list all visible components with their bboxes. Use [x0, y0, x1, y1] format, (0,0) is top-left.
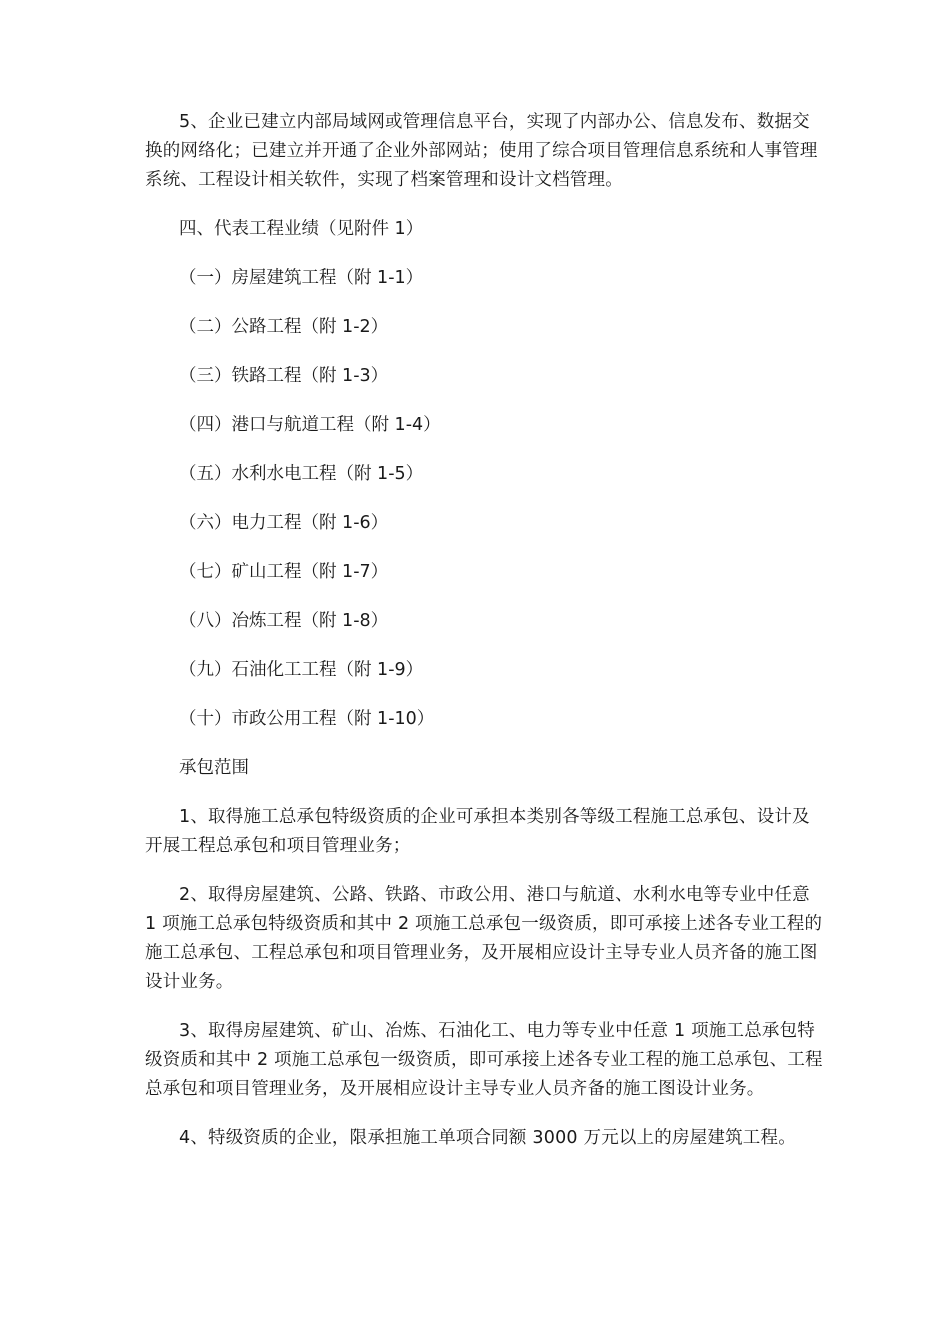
- scope-paragraph-1: 1、取得施工总承包特级资质的企业可承担本类别各等级工程施工总承包、设计及开展工程总承包和项目管理业务；: [145, 807, 810, 856]
- document-page: [145, 108, 825, 1153]
- list-item: （九）石油化工工程（附 1-9）: [179, 660, 424, 680]
- paragraph-5: 5、企业已建立内部局域网或管理信息平台，实现了内部办公、信息发布、数据交换的网络化；已建立并开通了企业外部网站；使用了综合项目管理信息系统和人事管理系统、工程设计相关软件，实现了档案管理和设计文档管理。: [145, 112, 818, 190]
- list-item: （十）市政公用工程（附 1-10）: [179, 709, 435, 729]
- list-item: （二）公路工程（附 1-2）: [179, 317, 389, 337]
- scope-paragraph-3: 3、取得房屋建筑、矿山、冶炼、石油化工、电力等专业中任意 1 项施工总承包特级资质和其中 2 项施工总承包一级资质，即可承接上述各专业工程的施工总承包、工程总承包和项目管理业务，及开展相应设计主导专业人员齐备的施工图设计业务。: [145, 1021, 823, 1099]
- list-item: （三）铁路工程（附 1-3）: [179, 366, 389, 386]
- list-item: （四）港口与航道工程（附 1-4）: [179, 415, 441, 435]
- list-item: （八）冶炼工程（附 1-8）: [179, 611, 389, 631]
- list-item: （五）水利水电工程（附 1-5）: [179, 464, 424, 484]
- list-item: （七）矿山工程（附 1-7）: [179, 562, 389, 582]
- section-4-title: 四、代表工程业绩（见附件 1）: [179, 219, 424, 239]
- scope-title: 承包范围: [179, 758, 249, 778]
- scope-paragraph-4: 4、特级资质的企业，限承担施工单项合同额 3000 万元以上的房屋建筑工程。: [179, 1128, 796, 1148]
- list-item: （一）房屋建筑工程（附 1-1）: [179, 268, 424, 288]
- scope-paragraph-2: 2、取得房屋建筑、公路、铁路、市政公用、港口与航道、水利水电等专业中任意 1 项施工总承包特级资质和其中 2 项施工总承包一级资质，即可承接上述各专业工程的施工总承包、工程总承包和项目管理业务，及开展相应设计主导专业人员齐备的施工图设计业务。: [145, 885, 823, 992]
- list-item: （六）电力工程（附 1-6）: [179, 513, 389, 533]
